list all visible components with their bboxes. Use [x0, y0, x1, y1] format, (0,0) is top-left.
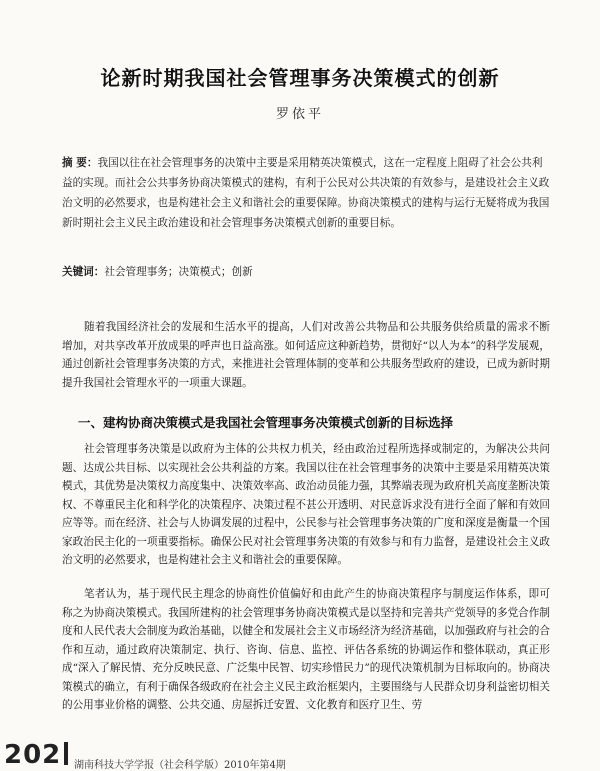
keywords-label: 关键词： [62, 266, 105, 278]
abstract [62, 153, 550, 233]
journal-name: 湖南科技大学学报（社会科学版）2010年第4期 [74, 760, 286, 771]
body-paragraph: 社会管理事务决策是以政府为主体的公共权力机关，经由政治过程所选择或制定的，为解决公共问题、达成公共目标、以实现社会公共利益的方案。我国以往在社会管理事务的决策中主要是采用精英决策模式，其优势是决策权力高度集中、决策效率高、政治动员能力强，其弊端表现为政府机关高度垄断决策权、不尊重民主化和科学化的决策程序、决策过程不甚公开透明、对民意诉求没有进行全面了解和有效回应等等。而在经济、社会与人协调发展的过程中，公民参与社会管理事务决策的广度和深度是衡量一个国家政治民主化的一项重要指标。确保公民对社会管理事务决策的有效参与和有力监督，是建设社会主义政治文明的必然要求，也是构建社会主义和谐社会的重要保障。 [62, 443, 550, 566]
intro-paragraph: 随着我国经济社会的发展和生活水平的提高，人们对改善公共物品和公共服务供给质量的需求不断增加，对共享改革开放成果的呼声也日益高涨。如何适应这种新趋势，贯彻好“以人为本”的科学发展观，通过创新社会管理事务决策的方式，来推进社会管理体制的变革和公共服务型政府的建设，已成为新时期提升我国社会管理水平的一项重大课题。 [62, 321, 550, 389]
page-number: 202 [4, 740, 62, 770]
keywords [62, 264, 550, 280]
article-title: 论新时期我国社会管理事务决策模式的创新 [100, 66, 500, 90]
body-paragraph: 笔者认为，基于现代民主理念的协商性价值偏好和由此产生的协商决策程序与制度运作体系，即可称之为协商决策模式。我国所建构的社会管理事务协商决策模式是以坚持和完善共产党领导的多党合作制度和人民代表大会制度为政治基础，以健全和发展社会主义市场经济为经济基础，以加强政府与社会的合作和互动，通过政府决策制定、执行、咨询、信息、监控、评估各系统的协调运作和整体联动，真正形成“深入了解民情、充分反映民意、广泛集中民智、切实珍惜民力”的现代决策机制为目标取向的。协商决策模式的确立，有利于确保各级政府在社会主义民主政治框架内，主要围绕与人民群众切身利益密切相关的公用事业价格的调整、公共交通、房屋拆迁安置、文化教育和医疗卫生、劳 [62, 588, 550, 711]
author-name: 罗依平 [275, 107, 324, 122]
footer-divider [64, 742, 68, 765]
section-heading: 一、建构协商决策模式是我国社会管理事务决策模式创新的目标选择 [78, 415, 454, 430]
abstract-label: 摘 要： [62, 157, 98, 169]
keywords-text: 社会管理事务；决策模式；创新 [104, 266, 253, 278]
page-footer [0, 738, 600, 771]
abstract-text: 我国以往在社会管理事务的决策中主要是采用精英决策模式，这在一定程度上阻碍了社会公共利益的实现。而社会公共事务协商决策模式的建构，有利于公民对公共决策的有效参与，是建设社会主义政治文明的必然要求，也是构建社会主义和谐社会的重要保障。协商决策模式的建构与运行无疑将成为我国新时期社会主义民主政治建设和社会管理事务决策模式创新的重要目标。 [62, 157, 550, 229]
